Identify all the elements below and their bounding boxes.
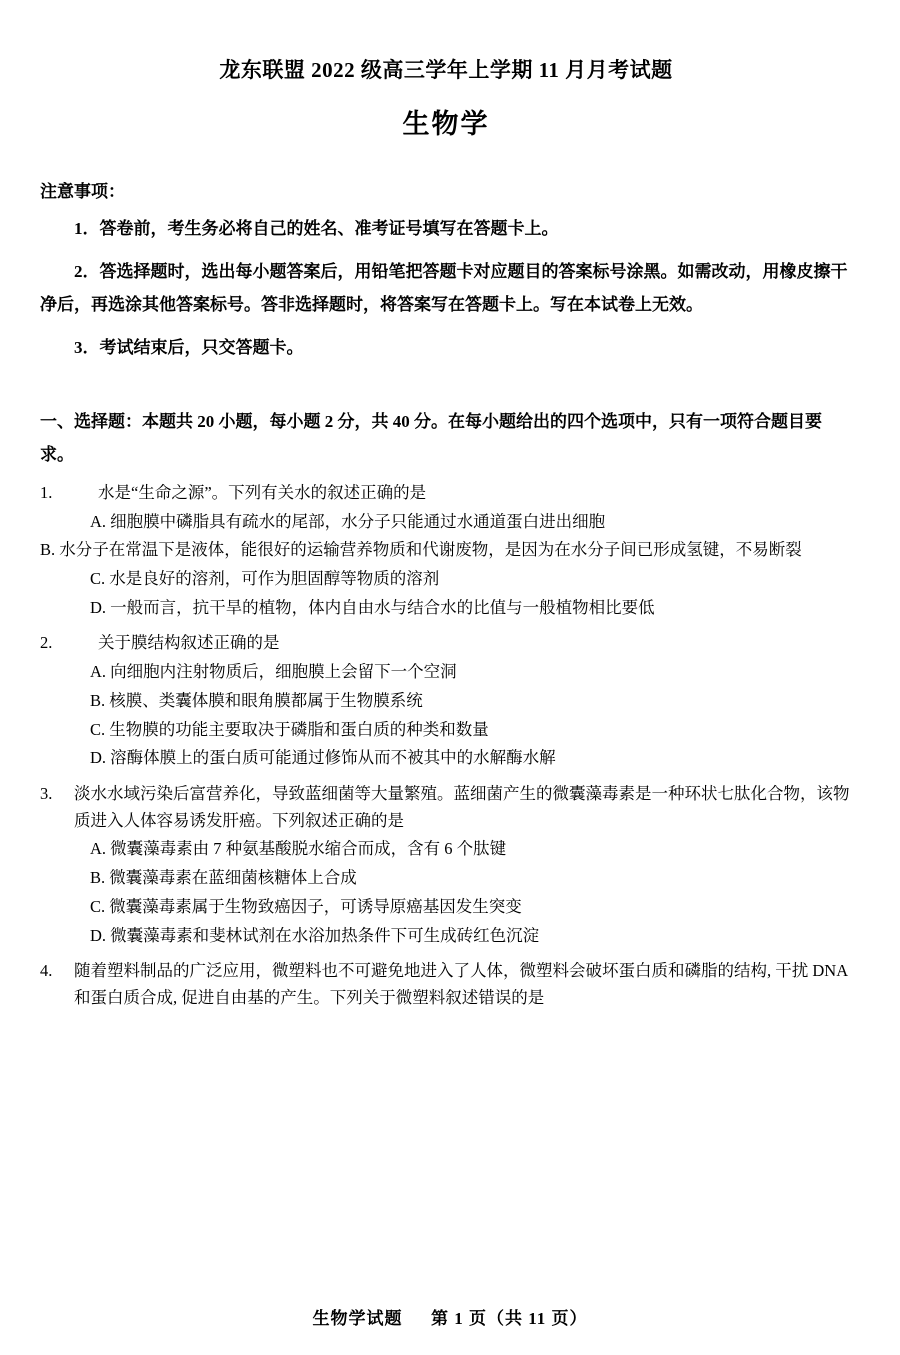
option-c[interactable]: C. 水是良好的溶剂，可作为胆固醇等物质的溶剂 <box>90 569 440 588</box>
page-footer <box>0 1304 900 1329</box>
option-b[interactable]: B. 微囊藻毒素在蓝细菌核糖体上合成 <box>90 868 357 888</box>
question-number: 3. <box>40 784 53 804</box>
footer-page-number: 第 1 页（共 11 页） <box>430 1309 588 1328</box>
notice-item-3: 3．考试结束后，只交答题卡。 <box>74 338 304 358</box>
question-number: 4. <box>40 961 53 981</box>
option-a[interactable]: A. 微囊藻毒素由 7 种氨基酸脱水缩合而成，含有 6 个肽键 <box>90 839 507 859</box>
notice-item-2: 2．答选择题时，选出每小题答案后，用铅笔把答题卡对应题目的答案标号涂黑。如需改动，用橡皮擦干净后，再选涂其他答案标号。答非选择题时，将答案写在答题卡上。写在本试卷上无效。 <box>40 262 848 315</box>
option-b[interactable]: B. 核膜、类囊体膜和眼角膜都属于生物膜系统 <box>90 690 423 710</box>
option-a[interactable]: A. 向细胞内注射物质后，细胞膜上会留下一个空洞 <box>90 662 457 682</box>
question-3 <box>40 781 852 949</box>
question-stem: 关于膜结构叙述正确的是 <box>98 633 280 653</box>
question-number: 2. <box>40 633 53 653</box>
question-stem: 随着塑料制品的广泛应用，微塑料也不可避免地进入了人体，微塑料会破坏蛋白质和磷脂的结构, 干扰 DNA 和蛋白质合成, 促进自由基的产生。下列关于微塑料叙述错误的是 <box>74 961 848 1008</box>
question-1 <box>40 480 852 622</box>
page-title: 龙东联盟 2022 级高三学年上学期 11 月月考试题 <box>219 58 673 82</box>
question-4 <box>40 958 852 1011</box>
subject-title: 生物学 <box>402 109 490 139</box>
question-stem: 水是“生命之源”。下列有关水的叙述正确的是 <box>98 482 427 502</box>
question-stem: 淡水水域污染后富营养化，导致蓝细菌等大量繁殖。蓝细菌产生的微囊藻毒素是一种环状七肽化合物，该物质进入人体容易诱发肝癌。下列叙述正确的是 <box>74 784 850 830</box>
notice-heading: 注意事项： <box>40 182 125 201</box>
option-d[interactable]: D. 微囊藻毒素和斐林试剂在水浴加热条件下可生成砖红色沉淀 <box>90 925 540 945</box>
question-number: 1. <box>40 482 53 502</box>
option-d[interactable]: D. 一般而言，抗干旱的植物，体内自由水与结合水的比值与一般植物相比要低 <box>90 597 655 617</box>
footer-subject: 生物学试题 <box>312 1309 403 1328</box>
option-d[interactable]: D. 溶酶体膜上的蛋白质可能通过修饰从而不被其中的水解酶水解 <box>90 748 556 768</box>
option-b[interactable]: B. 水分子在常温下是液体，能很好的运输营养物质和代谢废物，是因为在水分子间已形成氢键，不易断裂 <box>40 540 802 560</box>
option-c[interactable]: C. 微囊藻毒素属于生物致癌因子，可诱导原癌基因发生突变 <box>90 896 522 916</box>
option-c[interactable]: C. 生物膜的功能主要取决于磷脂和蛋白质的种类和数量 <box>90 719 489 739</box>
option-a[interactable]: A. 细胞膜中磷脂具有疏水的尾部，水分子只能通过水通道蛋白进出细胞 <box>90 511 606 531</box>
notice-item-1: 1．答卷前，考生务必将自己的姓名、准考证号填写在答题卡上。 <box>74 219 559 238</box>
section-heading: 一、选择题：本题共 20 小题，每小题 2 分，共 40 分。在每小题给出的四个选项中，只有一项符合题目要求。 <box>40 411 822 464</box>
question-2 <box>40 630 852 772</box>
